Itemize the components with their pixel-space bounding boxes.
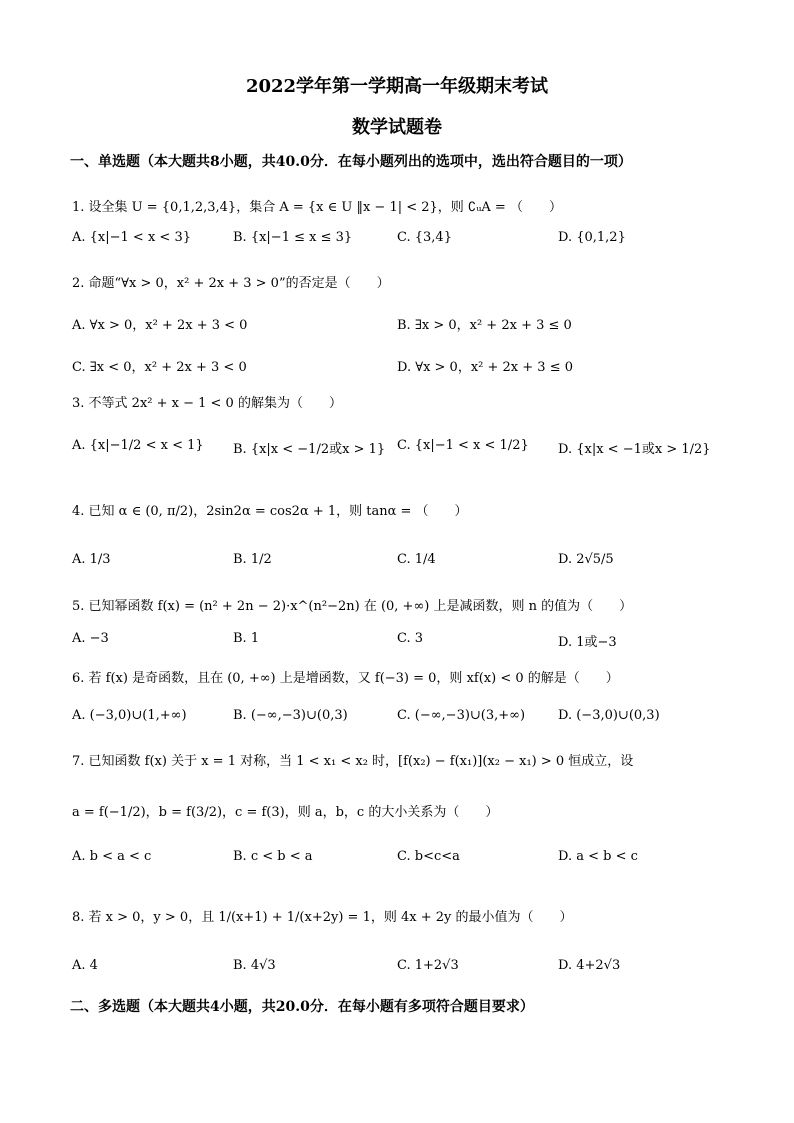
exam-subtitle: 数学试题卷 [352, 117, 442, 138]
question-4-option-b: B. 1/2 [233, 552, 272, 567]
question-4-option-d: D. 2√5/5 [558, 552, 614, 567]
question-3-option-d: D. {x|x < −1或x > 1/2} [558, 442, 711, 457]
question-7-option-a: A. b < a < c [72, 849, 152, 864]
question-8-stem: 8. 若 x > 0，y > 0，且 1/(x+1) + 1/(x+2y) = 1，则 4x + 2y 的最小值为（ ） [72, 910, 573, 925]
question-6-option-b: B. (−∞,−3)∪(0,3) [233, 708, 348, 723]
exam-title: 2022学年第一学期高一年级期末考试 [245, 76, 549, 97]
question-5-option-b: B. 1 [233, 631, 260, 646]
question-3-option-b: B. {x|x < −1/2或x > 1} [233, 442, 386, 457]
question-7-option-c: C. b<c<a [397, 849, 460, 864]
question-5-option-a: A. −3 [72, 631, 109, 646]
question-2-option-b: B. ∃x > 0，x² + 2x + 3 ≤ 0 [397, 318, 572, 333]
section-heading-multiple-choice: 二、多选题（本大题共4小题，共20.0分．在每小题有多项符合题目要求） [70, 999, 534, 1015]
question-1-option-d: D. {0,1,2} [558, 230, 626, 245]
question-2-option-a: A. ∀x > 0，x² + 2x + 3 < 0 [72, 318, 248, 333]
question-1-option-c: C. {3,4} [397, 230, 452, 245]
question-8-option-a: A. 4 [72, 958, 98, 973]
question-3-stem: 3. 不等式 2x² + x − 1 < 0 的解集为（ ） [72, 396, 342, 411]
question-3-option-a: A. {x|−1/2 < x < 1} [72, 438, 204, 453]
question-5-option-d: D. 1或−3 [558, 635, 617, 650]
question-6-option-a: A. (−3,0)∪(1,+∞) [72, 708, 187, 723]
question-5-option-c: C. 3 [397, 631, 424, 646]
question-5-stem: 5. 已知幂函数 f(x) = (n² + 2n − 2)·x^(n²−2n) 在 (0, +∞) 上是减函数，则 n 的值为（ ） [72, 599, 633, 614]
question-2-option-c: C. ∃x < 0，x² + 2x + 3 < 0 [72, 360, 247, 375]
question-6-option-c: C. (−∞,−3)∪(3,+∞) [397, 708, 526, 723]
question-7-stem: 7. 已知函数 f(x) 关于 x = 1 对称，当 1 < x₁ < x₂ 时，[f(x₂) − f(x₁)](x₂ − x₁) > 0 恒成立，设 [72, 754, 634, 769]
question-8-option-b: B. 4√3 [233, 958, 276, 973]
question-4-option-a: A. 1/3 [72, 552, 111, 567]
question-2-option-d: D. ∀x > 0，x² + 2x + 3 ≤ 0 [397, 360, 573, 375]
question-3-option-c: C. {x|−1 < x < 1/2} [397, 438, 529, 453]
question-1-option-a: A. {x|−1 < x < 3} [72, 230, 191, 245]
question-7-stem-continued: a = f(−1/2)，b = f(3/2)，c = f(3)，则 a，b，c 的大小关系为（ ） [72, 805, 499, 820]
question-6-option-d: D. (−3,0)∪(0,3) [558, 708, 660, 723]
question-1-option-b: B. {x|−1 ≤ x ≤ 3} [233, 230, 353, 245]
question-1-stem: 1. 设全集 U = {0,1,2,3,4}，集合 A = {x ∈ U ‖x − 1| < 2}，则 ∁ᵤA = （ ） [72, 200, 562, 215]
question-2-stem: 2. 命题“∀x > 0，x² + 2x + 3 > 0”的否定是（ ） [72, 276, 390, 291]
question-7-option-b: B. c < b < a [233, 849, 313, 864]
question-4-stem: 4. 已知 α ∈ (0, π/2)，2sin2α = cos2α + 1，则 tanα = （ ） [72, 504, 468, 519]
question-6-stem: 6. 若 f(x) 是奇函数，且在 (0, +∞) 上是增函数，又 f(−3) = 0，则 xf(x) < 0 的解是（ ） [72, 671, 619, 686]
question-8-option-c: C. 1+2√3 [397, 958, 459, 973]
section-heading-single-choice: 一、单选题（本大题共8小题，共40.0分．在每小题列出的选项中，选出符合题目的一项） [70, 154, 632, 170]
question-8-option-d: D. 4+2√3 [558, 958, 621, 973]
question-7-option-d: D. a < b < c [558, 849, 638, 864]
question-4-option-c: C. 1/4 [397, 552, 436, 567]
